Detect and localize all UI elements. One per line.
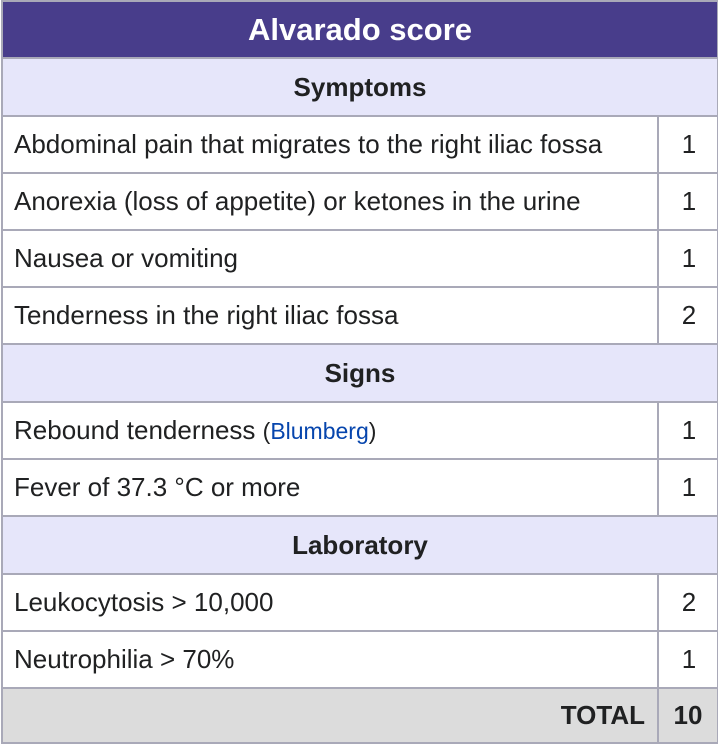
section-heading: Signs	[2, 344, 718, 402]
table-row	[2, 173, 718, 230]
criterion-points: 1	[658, 116, 718, 173]
table-row	[2, 631, 718, 688]
criterion-points: 2	[658, 574, 718, 631]
criterion-label: Tenderness in the right iliac fossa	[2, 287, 658, 344]
table-row	[2, 459, 718, 516]
table-row	[2, 116, 718, 173]
criterion-points: 1	[658, 230, 718, 287]
criterion-label: Leukocytosis > 10,000	[2, 574, 658, 631]
criterion-label: Fever of 37.3 °C or more	[2, 459, 658, 516]
criterion-label: Nausea or vomiting	[2, 230, 658, 287]
table-row	[2, 230, 718, 287]
paren-close: )	[368, 418, 377, 444]
blumberg-link[interactable]: Blumberg	[270, 418, 369, 444]
section-heading: Laboratory	[2, 516, 718, 574]
paren-open: (	[262, 418, 271, 444]
table-row	[2, 402, 718, 459]
criterion-points: 1	[658, 173, 718, 230]
total-value: 10	[658, 688, 718, 743]
section-header-signs	[2, 344, 718, 402]
section-header-laboratory	[2, 516, 718, 574]
title-row	[2, 1, 718, 58]
criterion-points: 2	[658, 287, 718, 344]
criterion-label: Anorexia (loss of appetite) or ketones in the urine	[2, 173, 658, 230]
criterion-points: 1	[658, 631, 718, 688]
table-title: Alvarado score	[2, 1, 718, 58]
criterion-label-cell	[2, 402, 658, 459]
section-heading: Symptoms	[2, 58, 718, 116]
criterion-points: 1	[658, 459, 718, 516]
table-row	[2, 287, 718, 344]
criterion-label: Rebound tenderness	[14, 415, 256, 445]
total-label: TOTAL	[2, 688, 658, 743]
section-header-symptoms	[2, 58, 718, 116]
table-row	[2, 574, 718, 631]
total-row	[2, 688, 718, 743]
criterion-points: 1	[658, 402, 718, 459]
alvarado-score-table	[1, 0, 718, 744]
criterion-label: Neutrophilia > 70%	[2, 631, 658, 688]
criterion-label: Abdominal pain that migrates to the right iliac fossa	[2, 116, 658, 173]
